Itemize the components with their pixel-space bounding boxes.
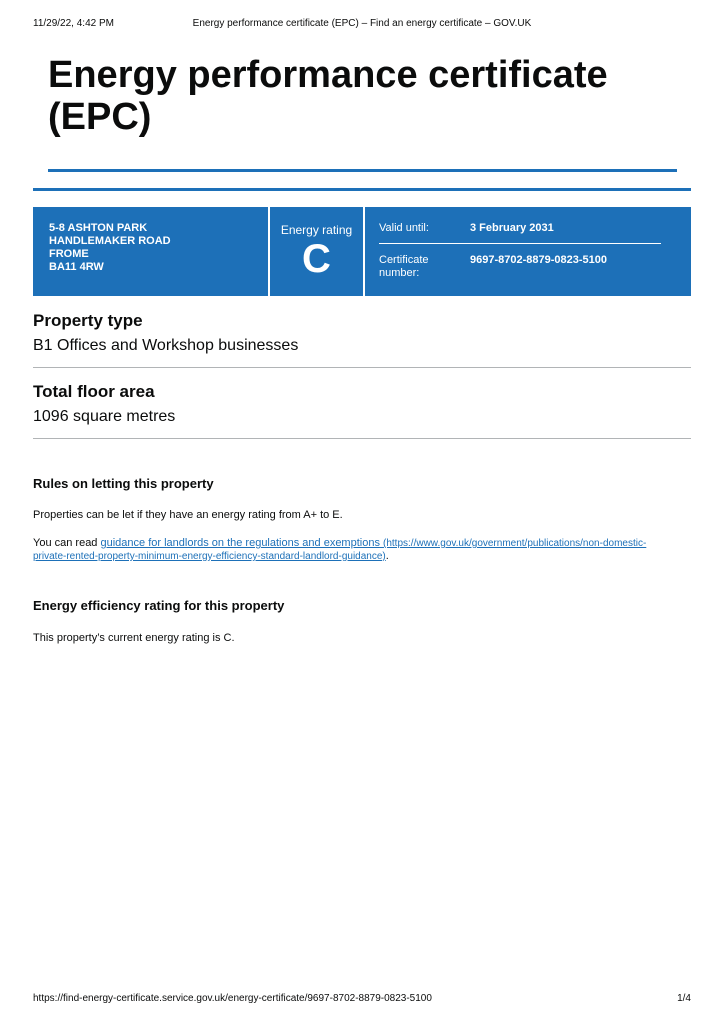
- letting-guidance-paragraph: [33, 537, 673, 563]
- valid-until-label: Valid until:: [379, 222, 429, 234]
- efficiency-rating-heading: Energy efficiency rating for this property: [33, 598, 285, 613]
- efficiency-rating-text: This property’s current energy rating is C.: [33, 632, 235, 644]
- certificate-number-value: 9697-8702-8879-0823-5100: [470, 254, 608, 266]
- certificate-summary-panel: [33, 207, 691, 296]
- valid-until-row: [379, 222, 661, 244]
- property-type-section: [33, 310, 691, 357]
- property-type-value: B1 Offices and Workshop businesses: [33, 337, 299, 354]
- page-number: 1/4: [677, 993, 691, 1004]
- guidance-suffix: .: [385, 550, 389, 562]
- guidance-link-text: guidance for landlords on the regulations and exemptions: [100, 537, 380, 549]
- print-document-title: Energy performance certificate (EPC) – Find an energy certificate – GOV.UK: [192, 18, 532, 29]
- section-divider: [33, 438, 691, 439]
- title-underline: [48, 169, 677, 172]
- certificate-number-label: Certificate number:: [379, 254, 429, 279]
- guidance-prefix: You can read: [33, 537, 101, 549]
- section-divider-blue: [33, 188, 691, 191]
- letting-rules-text: Properties can be let if they have an energy rating from A+ to E.: [33, 509, 343, 521]
- floor-area-section: [33, 381, 691, 428]
- property-type-heading: Property type: [33, 311, 143, 330]
- print-footer-url: https://find-energy-certificate.service.gov.uk/energy-certificate/9697-8702-8879-0823-5100: [33, 993, 432, 1004]
- guidance-link-url: (https://www.gov.uk/government/publications/non-domestic-private-rented-property-minimum-energy-efficiency-standard-landlord-guidance): [33, 538, 647, 562]
- valid-until-value: 3 February 2031: [470, 222, 554, 234]
- section-divider: [33, 367, 691, 368]
- page-title: Energy performance certificate (EPC): [48, 54, 608, 138]
- address-line: BA11 4RW: [49, 261, 104, 273]
- energy-rating-value: C: [302, 237, 331, 281]
- print-date: 11/29/22, 4:42 PM: [33, 18, 114, 29]
- address-line: HANDLEMAKER ROAD: [49, 235, 171, 247]
- address-line: FROME: [49, 248, 89, 260]
- print-header: [33, 18, 691, 32]
- letting-rules-heading: Rules on letting this property: [33, 476, 214, 491]
- energy-rating-label: Energy rating: [280, 223, 353, 237]
- certificate-details: [365, 207, 691, 296]
- floor-area-value: 1096 square metres: [33, 408, 176, 425]
- address-line: 5-8 ASHTON PARK: [49, 222, 148, 234]
- landlord-guidance-link[interactable]: [33, 537, 646, 562]
- property-address: [33, 207, 268, 296]
- floor-area-heading: Total floor area: [33, 382, 155, 401]
- energy-rating-box: [270, 207, 363, 296]
